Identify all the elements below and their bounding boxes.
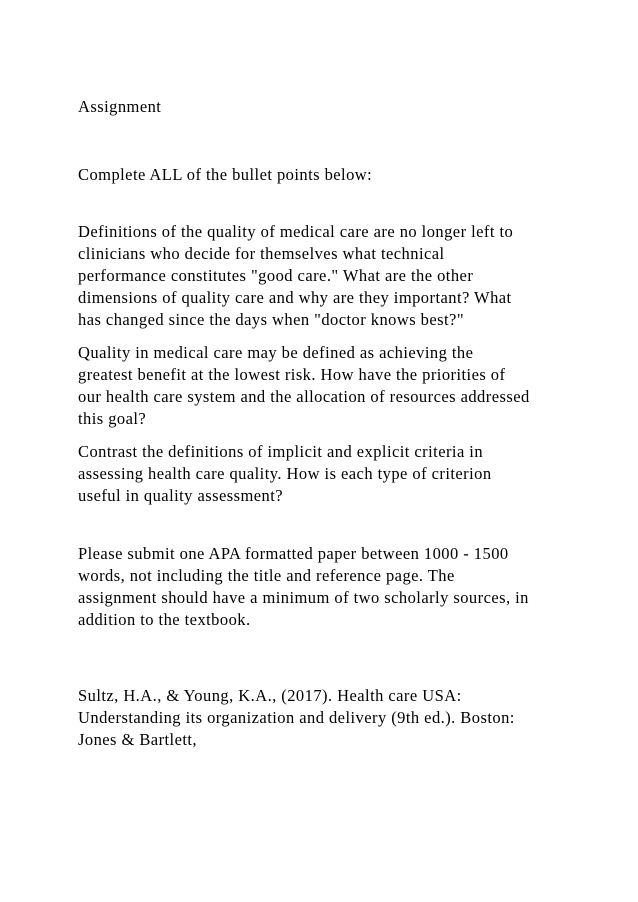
paragraph-line: Quality in medical care may be defined as achieving the bbox=[78, 343, 474, 362]
reference-line: Jones & Bartlett, bbox=[78, 730, 198, 749]
reference-line: Sultz, H.A., & Young, K.A., (2017). Health care USA: bbox=[78, 686, 462, 705]
paragraph-line: Please submit one APA formatted paper between 1000 - 1500 bbox=[78, 544, 509, 563]
paragraph-line: Contrast the definitions of implicit and explicit criteria in bbox=[78, 442, 484, 461]
paragraph-line: assignment should have a minimum of two scholarly sources, in bbox=[78, 588, 529, 607]
paragraph-line: dimensions of quality care and why are they important? What bbox=[78, 288, 512, 307]
paragraph-line: performance constitutes "good care." What are the other bbox=[78, 266, 474, 285]
paragraph-line: has changed since the days when "doctor knows best?" bbox=[78, 310, 465, 329]
paragraph-line: clinicians who decide for themselves what technical bbox=[78, 244, 445, 263]
paragraph-line: greatest benefit at the lowest risk. How have the priorities of bbox=[78, 365, 506, 384]
paragraph-line: this goal? bbox=[78, 409, 147, 428]
paragraph-line: words, not including the title and reference page. The bbox=[78, 566, 455, 585]
paragraph-line: our health care system and the allocation of resources addressed bbox=[78, 387, 530, 406]
instruction-text: Complete ALL of the bullet points below: bbox=[78, 165, 373, 184]
reference-line: Understanding its organization and delivery (9th ed.). Boston: bbox=[78, 708, 515, 727]
paragraph-line: addition to the textbook. bbox=[78, 610, 251, 629]
document-heading: Assignment bbox=[78, 97, 162, 116]
paragraph-line: useful in quality assessment? bbox=[78, 486, 284, 505]
paragraph-line: assessing health care quality. How is each type of criterion bbox=[78, 464, 492, 483]
paragraph-line: Definitions of the quality of medical care are no longer left to bbox=[78, 222, 514, 241]
